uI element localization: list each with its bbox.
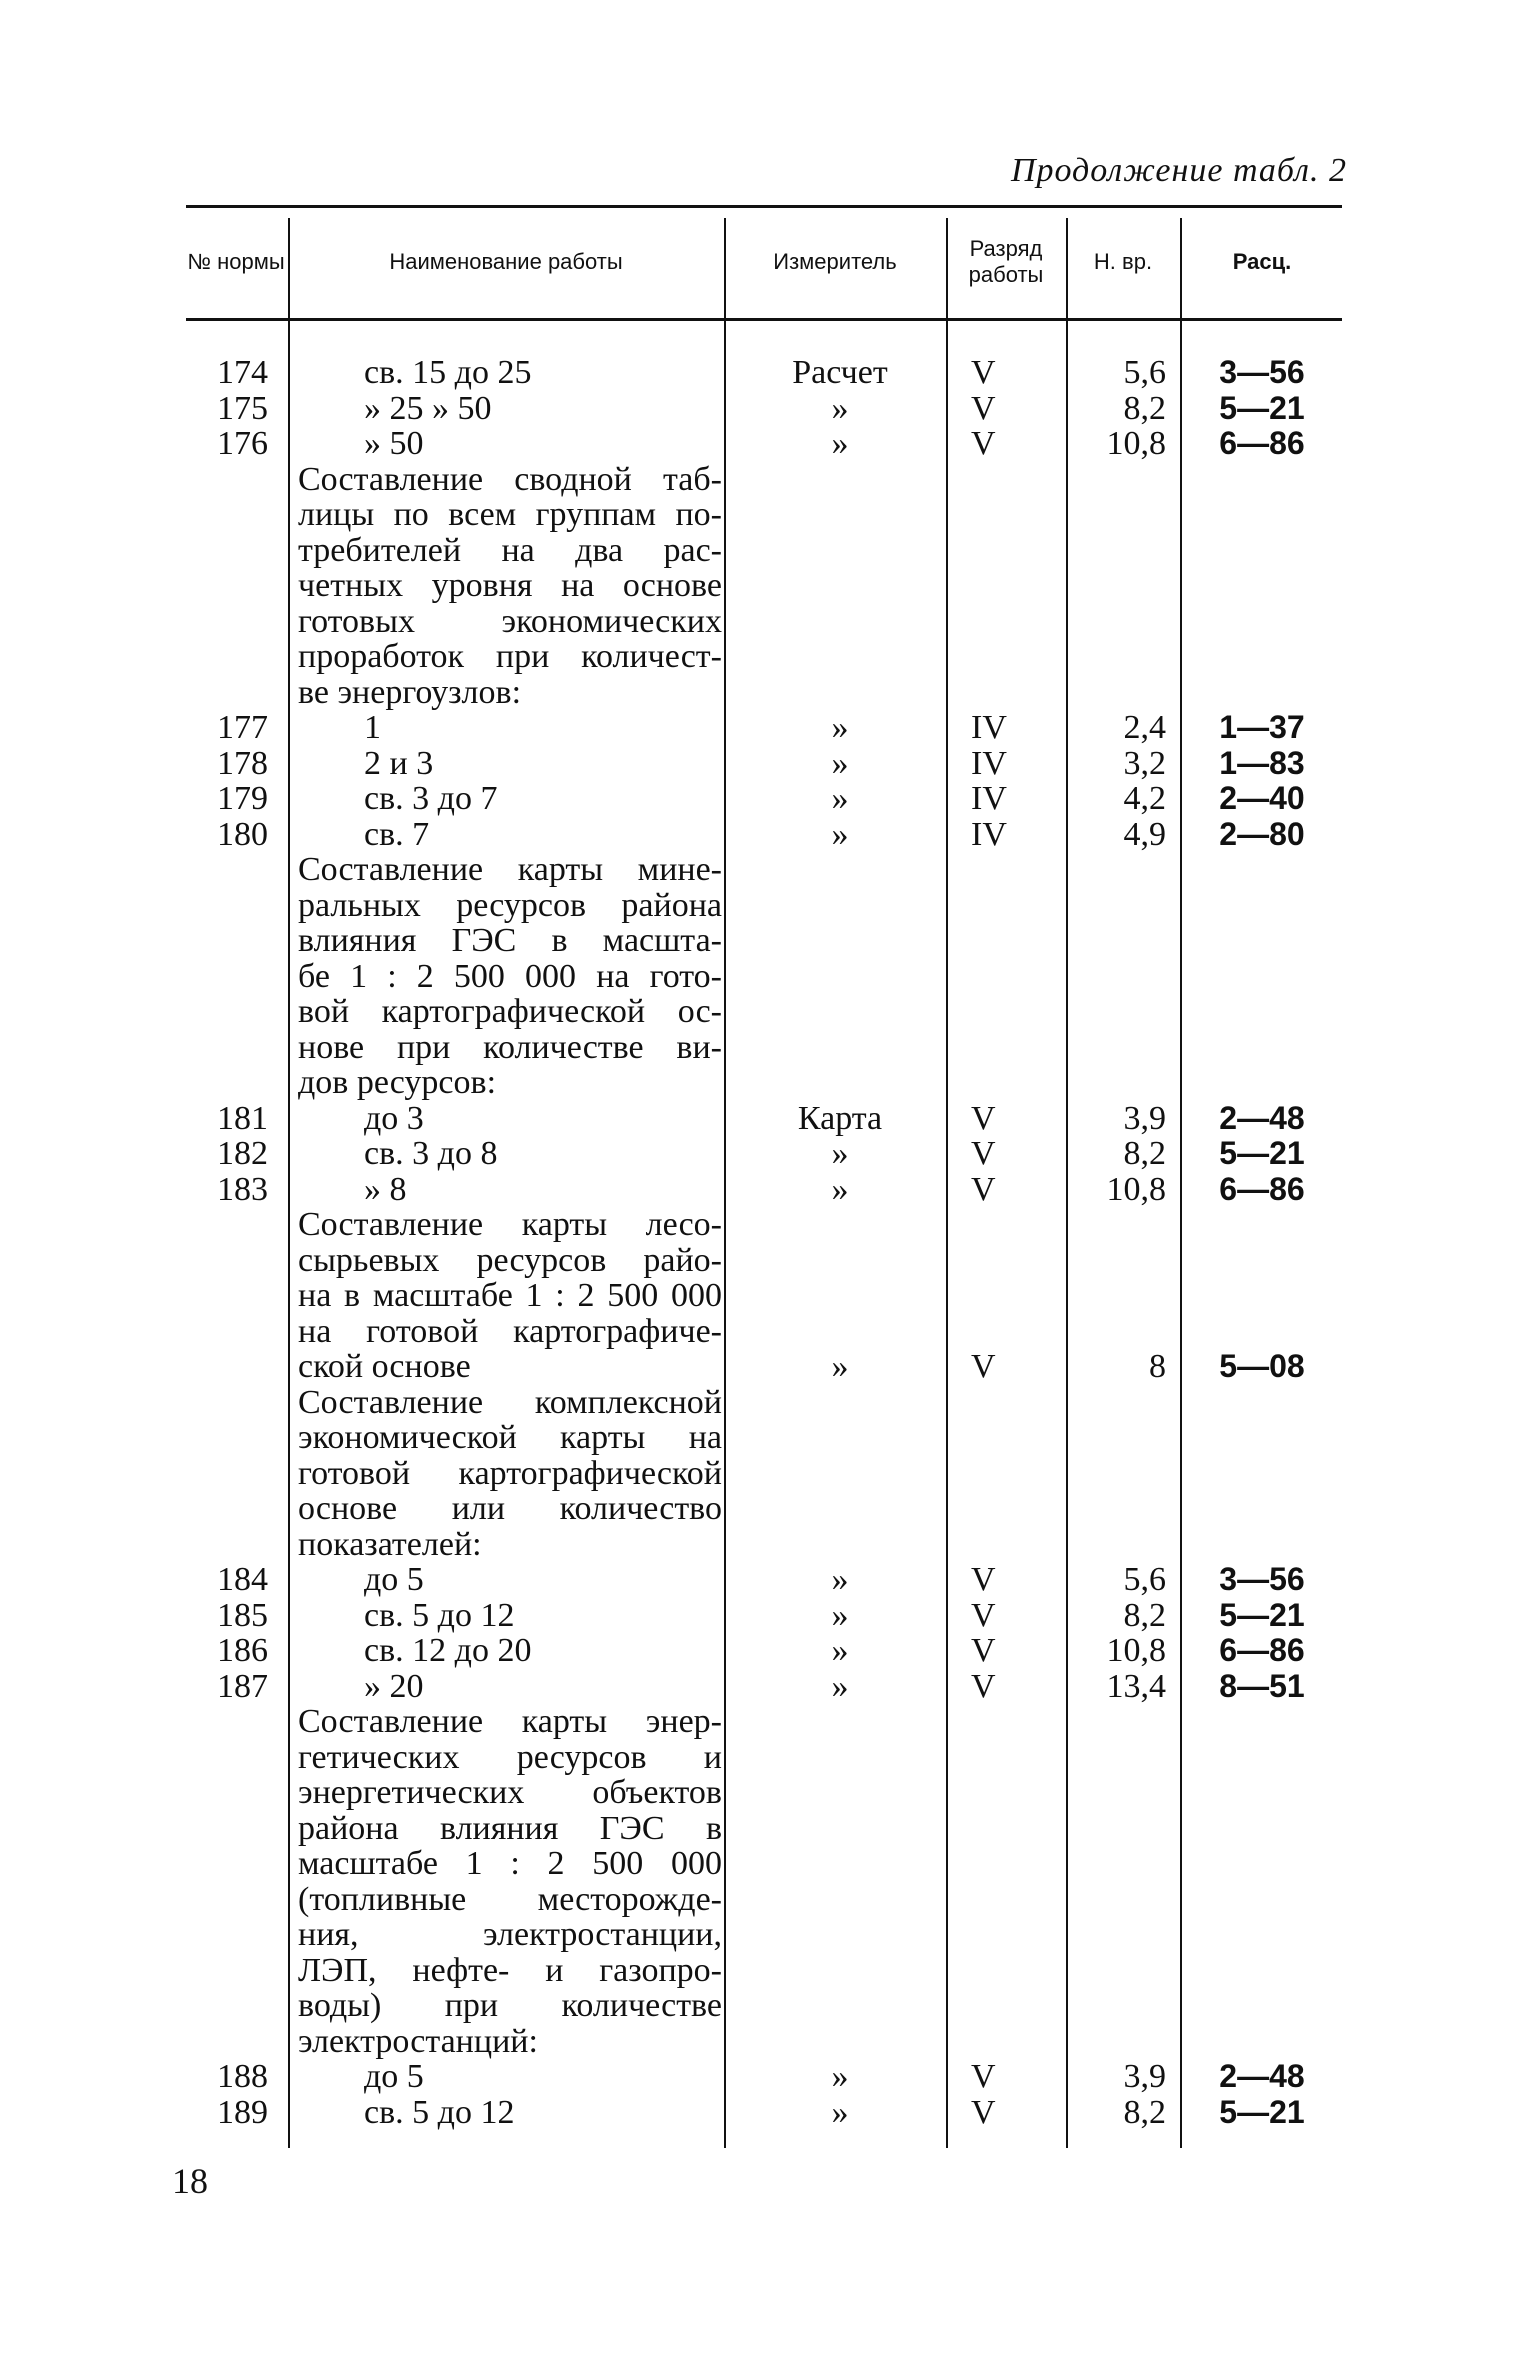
time-norm-cell: 5,6 bbox=[1123, 354, 1166, 391]
work-name: воды) при количестве bbox=[298, 1987, 722, 2024]
unit-cell: » bbox=[831, 709, 849, 746]
grade-cell: V bbox=[971, 425, 996, 462]
work-name: энергетических объектов bbox=[298, 1774, 722, 1811]
table-row bbox=[0, 639, 1535, 675]
time-norm-cell: 3,9 bbox=[1123, 1099, 1166, 1137]
time-norm-cell: 5,6 bbox=[1123, 1561, 1166, 1598]
table-row bbox=[0, 1562, 1535, 1598]
rate-cell: 3—56 bbox=[1219, 1561, 1305, 1597]
norm-number: 185 bbox=[217, 1596, 268, 1634]
work-name: ве энергоузлов: bbox=[298, 673, 522, 711]
table-row bbox=[0, 1598, 1535, 1634]
header-grade: Разряд работы bbox=[968, 236, 1044, 287]
work-name: Составление сводной таб- bbox=[298, 460, 722, 498]
table-row bbox=[0, 1065, 1535, 1101]
time-norm-cell: 4,2 bbox=[1123, 780, 1166, 817]
unit-cell: » bbox=[831, 1348, 849, 1385]
table-row bbox=[0, 2024, 1535, 2060]
table-row bbox=[0, 817, 1535, 853]
grade-cell: IV bbox=[971, 709, 1007, 746]
rate-cell: 5—21 bbox=[1219, 2093, 1305, 2130]
table-row bbox=[0, 1669, 1535, 1705]
table-row bbox=[0, 1740, 1535, 1776]
norm-number: 187 bbox=[217, 1667, 268, 1705]
norm-number: 176 bbox=[217, 425, 268, 462]
unit-cell: » bbox=[831, 1667, 849, 1705]
header-norm: Н. вр. bbox=[1093, 249, 1153, 274]
table-row bbox=[0, 1385, 1535, 1421]
work-name: на в масштабе 1 : 2 500 000 bbox=[298, 1277, 722, 1314]
norm-number: 184 bbox=[217, 1561, 268, 1598]
work-name: » 50 bbox=[364, 425, 424, 462]
work-name: готовой картографической bbox=[298, 1454, 722, 1492]
table-row bbox=[0, 497, 1535, 533]
table-row bbox=[0, 781, 1535, 817]
table-row bbox=[0, 604, 1535, 640]
unit-cell: Расчет bbox=[792, 354, 888, 391]
unit-cell: » bbox=[831, 425, 849, 462]
rate-cell: 3—56 bbox=[1219, 354, 1305, 390]
table-row bbox=[0, 1420, 1535, 1456]
table-row bbox=[0, 426, 1535, 462]
grade-cell: V bbox=[971, 1099, 996, 1137]
rate-cell: 6—86 bbox=[1219, 425, 1305, 461]
work-name: сырьевых ресурсов райо- bbox=[298, 1241, 722, 1279]
table-row bbox=[0, 1988, 1535, 2024]
norm-number: 177 bbox=[217, 709, 268, 746]
work-name: 1 bbox=[364, 709, 381, 746]
table-row bbox=[0, 2059, 1535, 2095]
unit-cell: » bbox=[831, 1596, 849, 1634]
rate-cell: 5—21 bbox=[1219, 389, 1305, 426]
grade-cell: V bbox=[971, 1170, 996, 1208]
table-row bbox=[0, 675, 1535, 711]
table-row bbox=[0, 1704, 1535, 1740]
work-name: » 20 bbox=[364, 1667, 424, 1705]
unit-cell: » bbox=[831, 2093, 849, 2131]
work-name: до 3 bbox=[364, 1099, 424, 1137]
rate-cell: 2—48 bbox=[1219, 1099, 1305, 1136]
grade-cell: V bbox=[971, 1667, 996, 1705]
header-name: Наименование работы bbox=[389, 249, 623, 274]
unit-cell: » bbox=[831, 2058, 849, 2095]
header-unit: Измеритель bbox=[773, 249, 897, 274]
work-name: до 5 bbox=[364, 2058, 424, 2095]
norm-number: 188 bbox=[217, 2058, 268, 2095]
work-name: проработок при количест- bbox=[298, 638, 722, 675]
work-name: » 8 bbox=[364, 1170, 407, 1208]
rate-cell: 5—21 bbox=[1219, 1135, 1305, 1171]
work-name: лицы по всем группам по- bbox=[298, 496, 722, 533]
time-norm-cell: 10,8 bbox=[1106, 1632, 1166, 1669]
work-name: Составление карты энер- bbox=[298, 1703, 722, 1740]
grade-cell: V bbox=[971, 389, 996, 427]
rate-cell: 1—37 bbox=[1219, 709, 1305, 745]
table-row bbox=[0, 462, 1535, 498]
norm-number: 186 bbox=[217, 1632, 268, 1669]
work-name: требителей на два рас- bbox=[298, 531, 722, 569]
work-name: Составление карты мине- bbox=[298, 851, 722, 888]
time-norm-cell: 10,8 bbox=[1106, 1170, 1166, 1208]
work-name: четных уровня на основе bbox=[298, 567, 722, 604]
table-row bbox=[0, 1917, 1535, 1953]
work-name: св. 15 до 25 bbox=[364, 354, 532, 391]
unit-cell: Карта bbox=[797, 1099, 883, 1137]
table-row bbox=[0, 1349, 1535, 1385]
unit-cell: » bbox=[831, 1561, 849, 1598]
rate-cell: 1—83 bbox=[1219, 744, 1305, 781]
unit-cell: » bbox=[831, 1135, 849, 1172]
table-row bbox=[0, 1491, 1535, 1527]
table-row bbox=[0, 1030, 1535, 1066]
rate-cell: 6—86 bbox=[1219, 1632, 1305, 1668]
work-name: св. 5 до 12 bbox=[364, 2093, 515, 2131]
table-row bbox=[0, 1207, 1535, 1243]
unit-cell: » bbox=[831, 1632, 849, 1669]
work-name: до 5 bbox=[364, 1561, 424, 1598]
time-norm-cell: 10,8 bbox=[1106, 425, 1166, 462]
table-header-rule bbox=[186, 318, 1342, 321]
time-norm-cell: 8,2 bbox=[1123, 1596, 1166, 1634]
grade-cell: V bbox=[971, 2058, 996, 2095]
work-name: ЛЭП, нефте- и газопро- bbox=[298, 1951, 722, 1989]
work-name: вой картографической ос- bbox=[298, 993, 722, 1030]
rate-cell: 6—86 bbox=[1219, 1170, 1305, 1207]
work-name: св. 3 до 7 bbox=[364, 780, 498, 817]
rate-cell: 8—51 bbox=[1219, 1667, 1305, 1704]
rate-cell: 5—08 bbox=[1219, 1348, 1305, 1384]
grade-cell: V bbox=[971, 1561, 996, 1598]
norm-number: 183 bbox=[217, 1170, 268, 1208]
time-norm-cell: 13,4 bbox=[1106, 1667, 1166, 1705]
rate-cell: 2—80 bbox=[1219, 815, 1305, 852]
table-row bbox=[0, 923, 1535, 959]
table-row bbox=[0, 710, 1535, 746]
work-name: св. 12 до 20 bbox=[364, 1632, 532, 1669]
norm-number: 180 bbox=[217, 815, 268, 853]
table-row bbox=[0, 1101, 1535, 1137]
grade-cell: V bbox=[971, 1596, 996, 1634]
header-number: № нормы bbox=[187, 249, 285, 274]
grade-cell: V bbox=[971, 1348, 996, 1385]
table-row bbox=[0, 1811, 1535, 1847]
grade-cell: V bbox=[971, 1632, 996, 1669]
table-row bbox=[0, 1278, 1535, 1314]
work-name: масштабе 1 : 2 500 000 bbox=[298, 1845, 722, 1882]
table-row bbox=[0, 1456, 1535, 1492]
work-name: нове при количестве ви- bbox=[298, 1028, 722, 1066]
rate-cell: 2—40 bbox=[1219, 780, 1305, 816]
rate-cell: 5—21 bbox=[1219, 1596, 1305, 1633]
table-row bbox=[0, 1243, 1535, 1279]
time-norm-cell: 3,2 bbox=[1123, 744, 1166, 782]
unit-cell: » bbox=[831, 780, 849, 817]
table-row bbox=[0, 959, 1535, 995]
work-name: ральных ресурсов района bbox=[298, 886, 722, 924]
table-row bbox=[0, 1314, 1535, 1350]
grade-cell: V bbox=[971, 2093, 996, 2131]
unit-cell: » bbox=[831, 744, 849, 782]
norm-number: 181 bbox=[217, 1099, 268, 1137]
work-name: ния, электростанции, bbox=[298, 1916, 722, 1953]
work-name: ской основе bbox=[298, 1348, 471, 1385]
norm-number: 182 bbox=[217, 1135, 268, 1172]
grade-cell: IV bbox=[971, 780, 1007, 817]
table-row bbox=[0, 1633, 1535, 1669]
table-row bbox=[0, 888, 1535, 924]
table-caption: Продолжение табл. 2 bbox=[1010, 152, 1347, 189]
unit-cell: » bbox=[831, 389, 849, 427]
work-name: Составление комплексной bbox=[298, 1383, 722, 1421]
work-name: электростанций: bbox=[298, 2022, 538, 2060]
norm-number: 178 bbox=[217, 744, 268, 782]
table-row bbox=[0, 1953, 1535, 1989]
work-name: гетических ресурсов и bbox=[298, 1738, 722, 1776]
work-name: показателей: bbox=[298, 1525, 482, 1563]
time-norm-cell: 8 bbox=[1149, 1348, 1166, 1385]
work-name: дов ресурсов: bbox=[298, 1064, 497, 1101]
table-row bbox=[0, 2095, 1535, 2131]
table-row bbox=[0, 355, 1535, 391]
page-number: 18 bbox=[172, 2161, 208, 2201]
time-norm-cell: 3,9 bbox=[1123, 2058, 1166, 2095]
work-name: основе или количество bbox=[298, 1490, 722, 1527]
table-row bbox=[0, 533, 1535, 569]
grade-cell: V bbox=[971, 1135, 996, 1172]
grade-cell: V bbox=[971, 354, 996, 391]
work-name: экономической карты на bbox=[298, 1419, 722, 1456]
table-row bbox=[0, 1172, 1535, 1208]
grade-cell: IV bbox=[971, 744, 1007, 782]
work-name: на готовой картографиче- bbox=[298, 1312, 722, 1350]
unit-cell: » bbox=[831, 815, 849, 853]
work-name: бе 1 : 2 500 000 на гото- bbox=[298, 957, 722, 995]
table-row bbox=[0, 1882, 1535, 1918]
work-name: св. 5 до 12 bbox=[364, 1596, 515, 1634]
work-name: района влияния ГЭС в bbox=[298, 1809, 722, 1847]
rate-cell: 2—48 bbox=[1219, 2058, 1305, 2094]
time-norm-cell: 8,2 bbox=[1123, 389, 1166, 427]
table-row bbox=[0, 1136, 1535, 1172]
work-name: св. 7 bbox=[364, 815, 430, 853]
norm-number: 175 bbox=[217, 389, 268, 427]
norm-number: 174 bbox=[217, 354, 268, 391]
time-norm-cell: 8,2 bbox=[1123, 2093, 1166, 2131]
table-row bbox=[0, 746, 1535, 782]
time-norm-cell: 8,2 bbox=[1123, 1135, 1166, 1172]
work-name: св. 3 до 8 bbox=[364, 1135, 498, 1172]
table-row bbox=[0, 1527, 1535, 1563]
norm-number: 179 bbox=[217, 780, 268, 817]
table-row bbox=[0, 391, 1535, 427]
table-row bbox=[0, 1775, 1535, 1811]
table-row bbox=[0, 852, 1535, 888]
grade-cell: IV bbox=[971, 815, 1007, 853]
unit-cell: » bbox=[831, 1170, 849, 1208]
table-body bbox=[0, 355, 1535, 2130]
time-norm-cell: 2,4 bbox=[1123, 709, 1166, 746]
work-name: » 25 » 50 bbox=[364, 389, 492, 427]
work-name: влияния ГЭС в масшта- bbox=[298, 922, 722, 959]
table-row bbox=[0, 1846, 1535, 1882]
work-name: (топливные месторожде- bbox=[298, 1880, 722, 1918]
norm-number: 189 bbox=[217, 2093, 268, 2131]
table-row bbox=[0, 568, 1535, 604]
work-name: Составление карты лесо- bbox=[298, 1206, 722, 1243]
work-name: готовых экономических bbox=[298, 602, 722, 640]
time-norm-cell: 4,9 bbox=[1123, 815, 1166, 853]
work-name: 2 и 3 bbox=[364, 744, 434, 782]
table-row bbox=[0, 994, 1535, 1030]
header-rate: Расц. bbox=[1232, 249, 1292, 274]
